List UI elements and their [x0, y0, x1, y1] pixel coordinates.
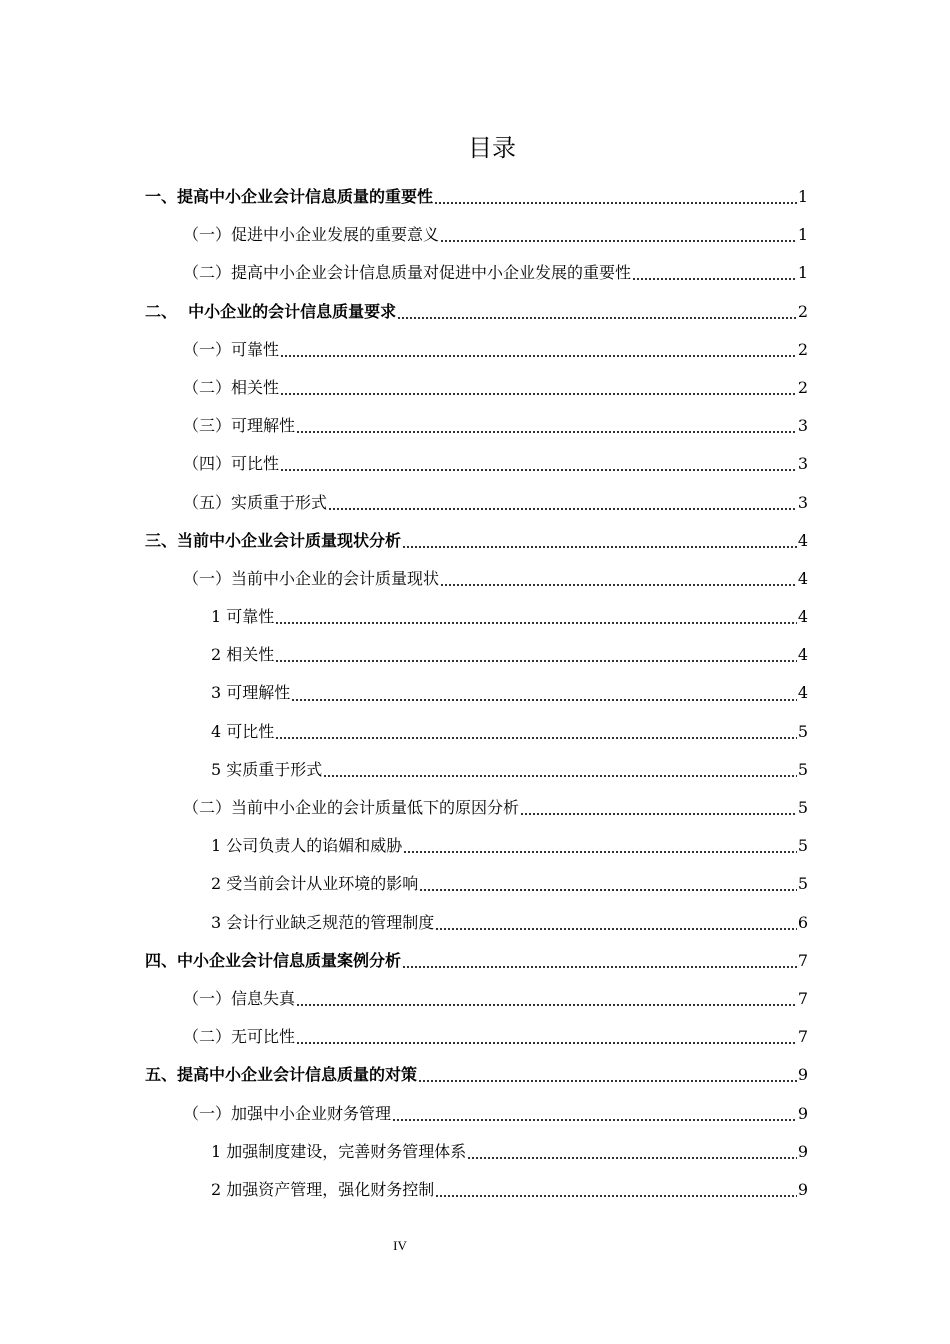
toc-entry-text: 2 受当前会计从业环境的影响 [211, 874, 419, 894]
toc-dot-leader [435, 928, 797, 930]
toc-page-number: 3 [797, 454, 808, 474]
toc-dot-leader [440, 240, 797, 242]
toc-page-number: 7 [797, 1027, 808, 1047]
toc-entry[interactable] [145, 522, 808, 560]
toc-entry-text: （五）实质重于形式 [183, 492, 328, 512]
toc-entry[interactable] [145, 789, 808, 827]
toc-page-number: 3 [797, 492, 808, 512]
toc-entry-text: 三、当前中小企业会计质量现状分析 [145, 530, 402, 550]
toc-entry[interactable] [145, 331, 808, 369]
toc-dot-leader [291, 699, 797, 701]
toc-entry-text: 二、 中小企业的会计信息质量要求 [145, 301, 397, 321]
toc-page-number: 4 [797, 607, 808, 627]
toc-entry-text: 3 会计行业缺乏规范的管理制度 [211, 912, 435, 932]
toc-dot-leader [280, 469, 797, 471]
toc-page-number: 4 [797, 683, 808, 703]
toc-entry-text: 五、提高中小企业会计信息质量的对策 [145, 1065, 418, 1085]
toc-entry[interactable] [145, 560, 808, 598]
toc-entry[interactable] [145, 674, 808, 712]
toc-entry-text: 3 可理解性 [211, 683, 291, 703]
toc-entry-text: （二）相关性 [183, 377, 280, 397]
toc-page-number: 6 [797, 912, 808, 932]
toc-page-number: 4 [797, 645, 808, 665]
toc-dot-leader [280, 355, 797, 357]
toc-entry-text: （三）可理解性 [183, 416, 296, 436]
toc-entry[interactable] [145, 407, 808, 445]
toc-page-number: 7 [797, 950, 808, 970]
toc-dot-leader [435, 1195, 797, 1197]
toc-entry[interactable] [145, 1018, 808, 1056]
toc-entry-text: 2 相关性 [211, 645, 275, 665]
toc-entry-text: （一）加强中小企业财务管理 [183, 1103, 392, 1123]
toc-page-number: 9 [797, 1103, 808, 1123]
toc-entry[interactable] [145, 484, 808, 522]
toc-page-number: 5 [797, 759, 808, 779]
toc-entry[interactable] [145, 1133, 808, 1171]
toc-dot-leader [418, 1080, 797, 1082]
toc-page-number: 4 [797, 530, 808, 550]
toc-page-number: 7 [797, 988, 808, 1008]
toc-dot-leader [296, 1004, 797, 1006]
toc-page-number: 2 [797, 339, 808, 359]
toc-entry-text: （一）可靠性 [183, 339, 280, 359]
toc-page-number: 5 [797, 874, 808, 894]
toc-entry-text: 1 加强制度建设，完善财务管理体系 [211, 1141, 467, 1161]
toc-dot-leader [328, 508, 797, 510]
toc-entry[interactable] [145, 1056, 808, 1094]
toc-entry[interactable] [145, 904, 808, 942]
toc-dot-leader [275, 737, 797, 739]
toc-entry[interactable] [145, 865, 808, 903]
toc-dot-leader [520, 813, 797, 815]
toc-entry[interactable] [145, 713, 808, 751]
toc-entry-text: 四、中小企业会计信息质量案例分析 [145, 950, 402, 970]
toc-page-number: 9 [797, 1141, 808, 1161]
toc-dot-leader [632, 278, 797, 280]
toc-page-number: 5 [797, 798, 808, 817]
page-number: IV [393, 1238, 407, 1253]
toc-entry[interactable] [145, 751, 808, 789]
toc-entry[interactable] [145, 178, 808, 216]
toc-page-number: 9 [797, 1065, 808, 1085]
toc-page-number: 1 [797, 187, 808, 206]
toc-entry-text: 5 实质重于形式 [211, 759, 323, 779]
toc-entry[interactable] [145, 1171, 808, 1209]
toc-dot-leader [296, 431, 797, 433]
toc-entry-text: （一）当前中小企业的会计质量现状 [183, 568, 440, 588]
toc-entry-text: 2 加强资产管理，强化财务控制 [211, 1179, 435, 1199]
toc-entry-text: 1 可靠性 [211, 607, 275, 627]
toc-dot-leader [397, 317, 797, 319]
toc-dot-leader [402, 546, 797, 548]
toc-entry[interactable] [145, 254, 808, 292]
toc-entry[interactable] [145, 216, 808, 254]
toc-dot-leader [392, 1119, 797, 1121]
toc-page-number: 2 [797, 377, 808, 397]
toc-dot-leader [403, 851, 797, 853]
toc-page-number: 1 [797, 263, 808, 283]
toc-entry-text: （二）无可比性 [183, 1027, 296, 1047]
table-of-contents [145, 178, 808, 1209]
toc-dot-leader [440, 584, 797, 586]
toc-entry-text: （二）当前中小企业的会计质量低下的原因分析 [183, 798, 520, 817]
toc-entry[interactable] [145, 942, 808, 980]
toc-page-number: 2 [797, 301, 808, 321]
toc-entry-text: （二）提高中小企业会计信息质量对促进中小企业发展的重要性 [183, 263, 632, 283]
toc-entry-text: （四）可比性 [183, 454, 280, 474]
toc-entry[interactable] [145, 980, 808, 1018]
toc-entry[interactable] [145, 1095, 808, 1133]
toc-dot-leader [419, 889, 797, 891]
toc-dot-leader [280, 393, 797, 395]
toc-entry-text: 一、提高中小企业会计信息质量的重要性 [145, 187, 434, 206]
toc-entry[interactable] [145, 636, 808, 674]
toc-entry[interactable] [145, 369, 808, 407]
toc-dot-leader [275, 622, 797, 624]
toc-dot-leader [402, 966, 797, 968]
toc-entry[interactable] [145, 827, 808, 865]
toc-entry-text: 4 可比性 [211, 721, 275, 741]
toc-page-number: 1 [797, 225, 808, 245]
toc-dot-leader [275, 660, 797, 662]
toc-page-number: 4 [797, 568, 808, 588]
toc-entry[interactable] [145, 598, 808, 636]
toc-page-number: 3 [797, 416, 808, 436]
toc-entry-text: 1 公司负责人的谄媚和威胁 [211, 836, 403, 856]
toc-page-number: 9 [797, 1179, 808, 1199]
page-title: 目录 [468, 134, 516, 162]
toc-page-number: 5 [797, 721, 808, 741]
toc-dot-leader [296, 1042, 797, 1044]
toc-entry[interactable] [145, 445, 808, 483]
toc-entry-text: （一）信息失真 [183, 988, 296, 1008]
toc-dot-leader [323, 775, 797, 777]
toc-dot-leader [434, 202, 797, 204]
toc-dot-leader [467, 1157, 797, 1159]
toc-entry[interactable] [145, 293, 808, 331]
toc-page-number: 5 [797, 836, 808, 856]
toc-entry-text: （一）促进中小企业发展的重要意义 [183, 225, 440, 245]
